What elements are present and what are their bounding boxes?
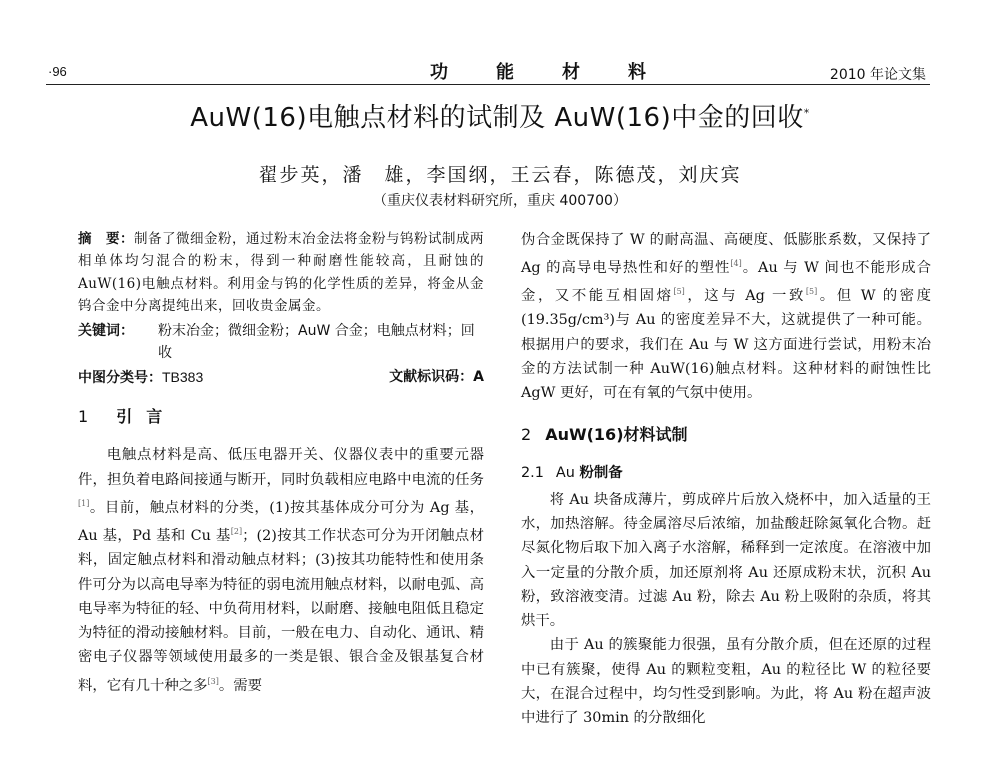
text-run: ，这与 Ag 一致 <box>684 288 806 305</box>
subsection-2-1-title: 粉制备 <box>579 464 623 481</box>
section-1-number: 1 <box>78 407 103 427</box>
keywords-label: 关键词： <box>78 322 134 339</box>
header-rule <box>46 84 930 85</box>
paper-title-text: AuW(16)电触点材料的试制及 AuW(16)中金的回收 <box>190 103 804 133</box>
subsection-2-1-title-prefix: Au <box>555 464 580 481</box>
intro-continuation <box>521 228 931 406</box>
paper-title <box>0 97 1000 134</box>
citation: [4] <box>730 259 742 269</box>
keywords-text: 粉末冶金；微细金粉；AuW 合金；电触点材料；回收 <box>158 322 475 362</box>
citation: [3] <box>207 676 219 686</box>
section-2-title: AuW(16)材料试制 <box>545 424 688 444</box>
section-1-paragraph <box>78 443 484 697</box>
page-number: ·96 <box>48 64 67 79</box>
section-1-heading <box>78 404 484 427</box>
subsection-2-1-paragraph-2: 由于 Au 的簇聚能力很强，虽有分散介质，但在还原的过程中已有簇聚，使得 Au 的颗粒变粗，Au 的粒径比 W 的粒径要大，在混合过程中，均匀性受到影响。为此，将 Au 粉在超声波中进行了 30min 的分散细化 <box>521 637 931 727</box>
abstract <box>78 228 484 318</box>
doc-code-value: A <box>473 369 484 386</box>
citation: [2] <box>230 527 243 537</box>
text-run: 。Au 与 W 间也不能形成合金，又不能互相固熔 <box>521 260 931 305</box>
abstract-text: 制备了微细金粉，通过粉末冶金法将金粉与钨粉试制成两相单体均匀混合的粉末，得到一种耐磨性能较高，且耐蚀的 AuW(16)电触点材料。利用金与钨的化学性质的差异，将金从金钨合金中分离提纯出来，回收贵金属金。 <box>78 231 484 315</box>
author-list: 翟步英，潘 雄，李国纲，王云春，陈德茂，刘庆宾 <box>258 164 742 186</box>
keywords <box>78 320 484 365</box>
abstract-label: 摘 要： <box>78 231 134 247</box>
text-run: ；(2)按其工作状态可分为开闭触点材料，固定触点材料和滑动触点材料；(3)按其功能特性和使用条件可分为以高电导率为特征的弱电流用触点材料，以耐电弧、高电导率为特征的轻、中负荷用材料，以耐磨、接触电阻低且稳定为特征的滑动接触材料。目前，一般在电力、自动化、通讯、精密电子仪器等领域使用最多的一类是银、银合金及银基复合材料，它有几十种之多 <box>78 527 484 694</box>
classification-line <box>78 366 484 389</box>
citation: [5] <box>673 287 685 297</box>
text-run: 伪合金既保持了 W 的耐高温、高硬度、低膨胀系数，又保持了 Ag 的高导电导热性和好的塑性 <box>521 232 931 277</box>
text-run: 。目前，触点材料的分类，(1)按其基体成分可分为 Ag 基，Au 基，Pd 基和 Cu 基 <box>78 499 484 544</box>
section-1-title: 引言 <box>116 407 177 427</box>
text-run: 电触点材料是高、低压电器开关、仪器仪表中的重要元器件，担负着电路间接通与断开，同时负载相应电路中电流的任务 <box>78 447 484 488</box>
affiliation: （重庆仪表材料研究所，重庆 400700） <box>373 193 627 209</box>
text-run: 。需要 <box>218 677 263 694</box>
subsection-2-1-number: 2.1 <box>521 464 544 481</box>
section-2-heading <box>521 422 931 445</box>
journal-name: 功能材料 <box>430 62 694 83</box>
left-column <box>78 228 484 698</box>
classification-label: 中图分类号： <box>78 370 162 387</box>
section-2-number: 2 <box>521 424 532 444</box>
classification-value: TB383 <box>162 369 204 386</box>
collection-label: 2010 年论文集 <box>829 67 926 83</box>
subsection-2-1-heading <box>521 461 931 482</box>
title-footnote-mark: * <box>803 106 810 120</box>
subsection-2-1-paragraph-1: 将 Au 块备成薄片，剪成碎片后放入烧杯中，加入适量的王水，加热溶解。待金属溶尽后浓缩，加盐酸赶除氮氧化合物。赶尽氮化物后取下加入离子水溶解，稀释到一定浓度。在溶液中加入一定量的分散介质，加还原剂将 Au 还原成粉末状，沉积 Au 粉，致溶液变清。过滤 Au 粉，除去 Au 粉上吸附的杂质，将其烘干。 <box>521 491 931 630</box>
text-run: 。但 W 的密度(19.35g/cm³)与 Au 的密度差异不大，这就提供了一种可能。根据用户的要求，我们在 Au 与 W 这方面进行尝试，用粉末冶金的方法试制一种 AuW(16)触点材料。这种材料的耐蚀性比 AgW 更好，可在有氧的气氛中使用。 <box>521 288 931 402</box>
citation: [1] <box>78 499 90 509</box>
citation: [5] <box>805 287 818 297</box>
right-column <box>521 228 931 731</box>
doc-code-label: 文献标识码： <box>389 369 474 386</box>
